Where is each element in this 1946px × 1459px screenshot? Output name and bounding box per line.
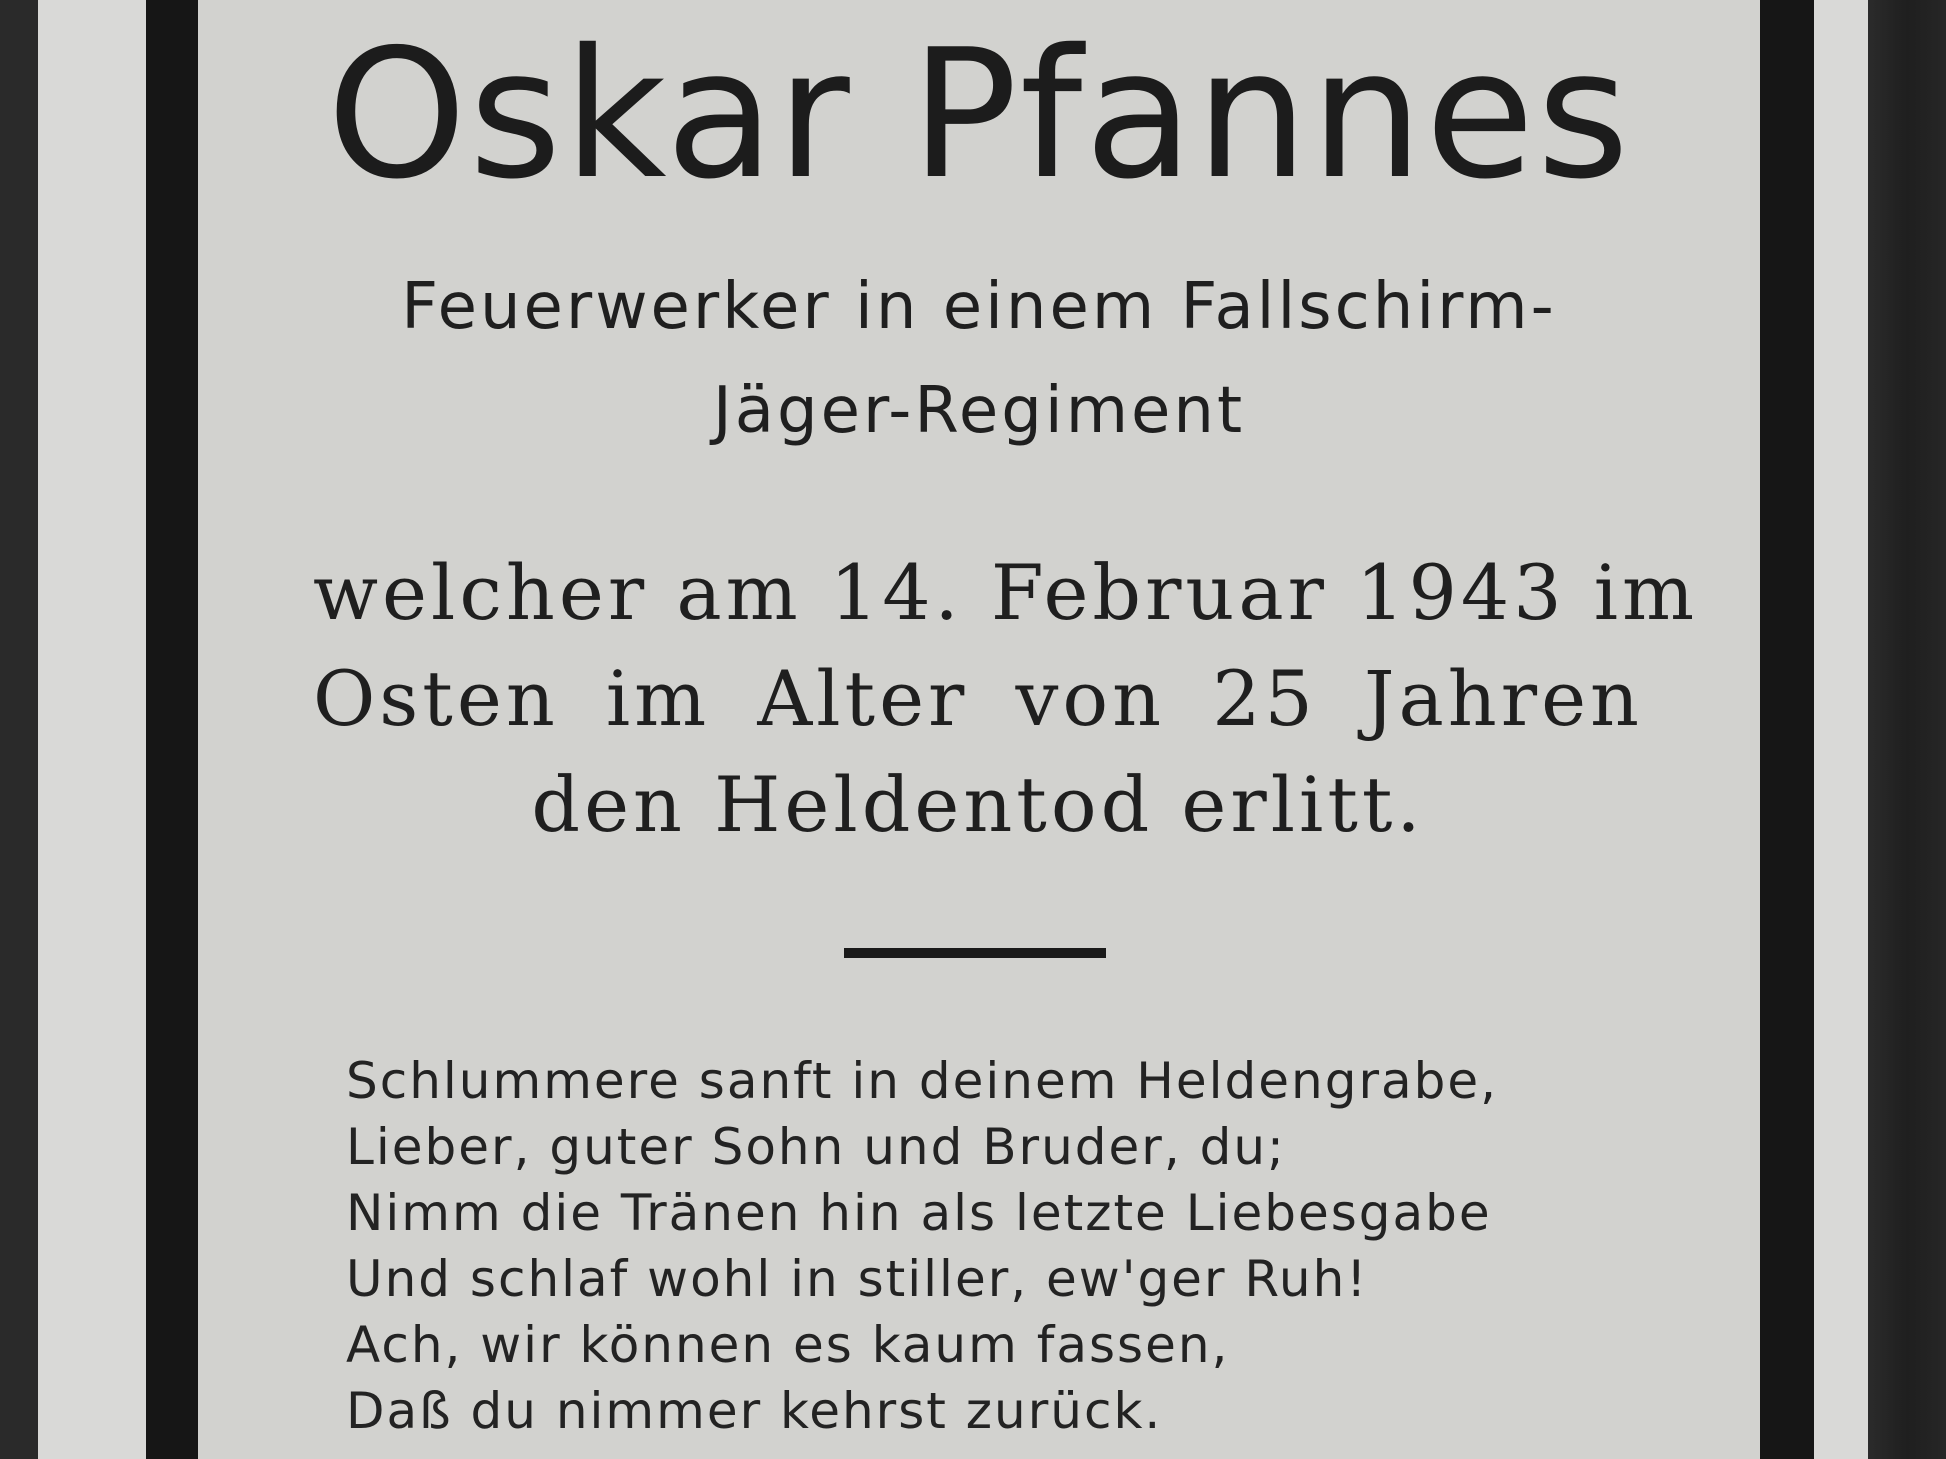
mourning-border-left [146,0,198,1459]
death-notice [313,540,1699,858]
poem-line: Und schlaf wohl in stiller, ew'ger Ruh! [346,1250,1369,1308]
background-fabric-left [0,0,38,1459]
memorial-poem [346,1048,1666,1444]
poem-line: Nimm die Tränen hin als letzte Liebesgabe [346,1184,1492,1242]
poem-line: Ach, wir können es kaum fassen, [346,1316,1230,1374]
mourning-border-right [1760,0,1814,1459]
deceased-name: Oskar Pfannes [326,11,1632,218]
rank-description [198,255,1760,463]
rank-line: Feuerwerker in einem Fallschirm- [401,270,1557,344]
death-notice-line: Osten im Alter von 25 Jahren [313,654,1643,743]
background-fabric-right [1868,0,1946,1459]
divider-rule [844,948,1106,958]
poem-line: Daß du nimmer kehrst zurück. [346,1382,1163,1440]
poem-line: Lieber, guter Sohn und Bruder, du; [346,1118,1286,1176]
poem-line: Schlummere sanft in deinem Heldengrabe, [346,1052,1499,1110]
card-print-area [198,0,1760,1459]
rank-line: Jäger-Regiment [712,374,1246,448]
death-notice-line: welcher am 14. Februar 1943 im [313,548,1699,637]
death-notice-line: den Heldentod erlitt. [531,760,1425,849]
